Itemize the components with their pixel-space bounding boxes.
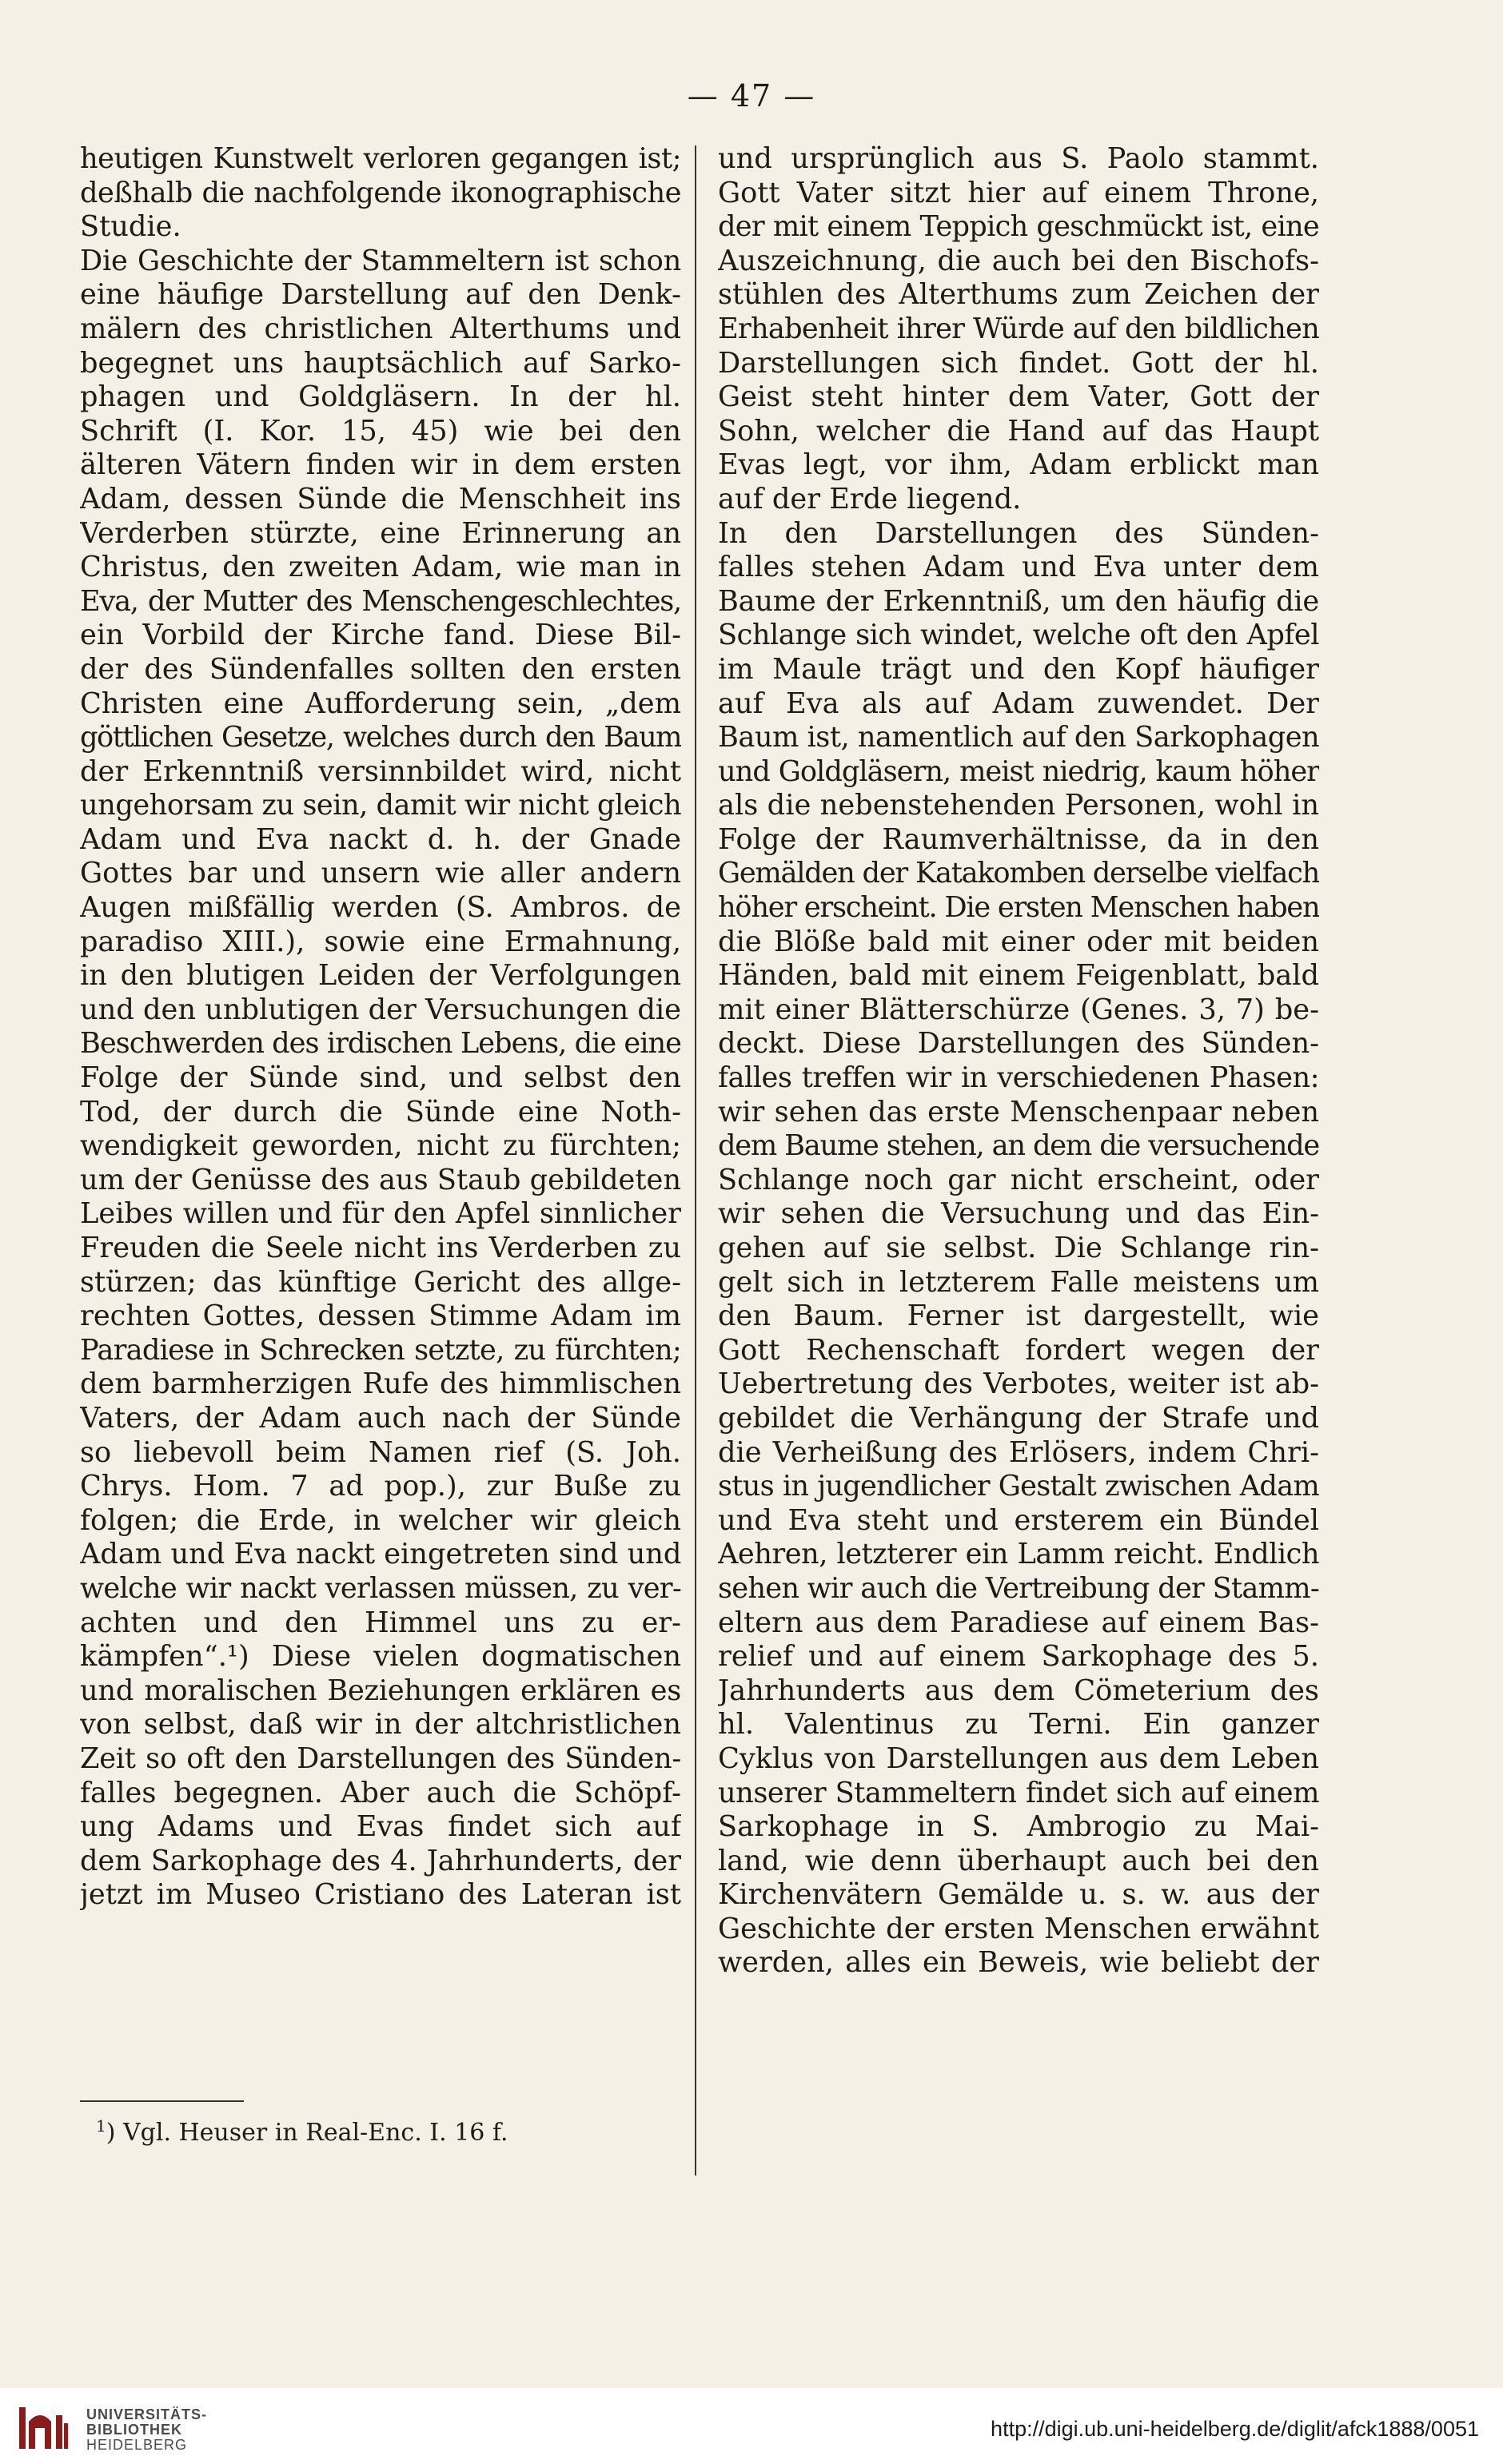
heidelberg-library-logo-icon <box>18 2406 69 2450</box>
text-line: Die Geschichte der Stammeltern ist schon <box>80 244 681 277</box>
text-line: dem Sarkophage des 4. Jahrhunderts, der <box>80 1844 681 1877</box>
text-line: ung Adams und Evas findet sich auf <box>80 1810 681 1844</box>
text-line: Jahrhunderts aus dem Cömeterium des <box>718 1674 1319 1707</box>
text-line: Geschichte der ersten Menschen erwähnt <box>718 1912 1319 1945</box>
text-line: mälern des christlichen Alterthums und <box>80 312 681 345</box>
text-line: von selbst, daß wir in der altchristlichen <box>80 1708 681 1742</box>
text-line: paradiso XIII.), sowie eine Ermahnung, <box>80 925 681 958</box>
text-line: welche wir nackt verlassen müssen, zu ver- <box>80 1571 681 1605</box>
text-line: stühlen des Alterthums zum Zeichen der <box>718 278 1319 312</box>
text-line: Folge der Raumverhältnisse, da in den <box>718 822 1319 856</box>
text-line: Erhabenheit ihrer Würde auf den bildlichen <box>718 312 1319 345</box>
text-line: um der Genüsse des aus Staub gebildeten <box>80 1163 681 1196</box>
text-line: Gott Vater sitzt hier auf einem Throne, <box>718 176 1319 209</box>
library-name-line-1: UNIVERSITÄTS- <box>86 2406 208 2422</box>
text-line: rechten Gottes, dessen Stimme Adam im <box>80 1300 681 1333</box>
text-line: unserer Stammeltern findet sich auf einem <box>718 1776 1319 1809</box>
text-line: hl. Valentinus zu Terni. Ein ganzer <box>718 1708 1319 1742</box>
text-line: Vaters, der Adam auch nach der Sünde <box>80 1401 681 1435</box>
text-line: Folge der Sünde sind, und selbst den <box>80 1061 681 1095</box>
left-text-column <box>80 142 681 1913</box>
text-line: Beschwerden des irdischen Lebens, die eine <box>80 1027 681 1061</box>
text-line: wir sehen die Versuchung und das Ein- <box>718 1197 1319 1231</box>
text-line: auf der Erde liegend. <box>718 482 1022 515</box>
text-line: der Erkenntniß versinnbildet wird, nicht <box>80 754 681 788</box>
text-line: Aehren, letzterer ein Lamm reicht. Endlich <box>718 1538 1319 1571</box>
right-text-column <box>718 142 1319 1980</box>
text-line: Schrift (I. Kor. 15, 45) wie bei den <box>80 414 681 448</box>
text-line: und Eva steht und ersterem ein Bündel <box>718 1503 1319 1537</box>
text-line: Auszeichnung, die auch bei den Bischofs- <box>718 244 1319 277</box>
text-line: werden, alles ein Beweis, wie beliebt der <box>718 1946 1319 1980</box>
text-line: ein Vorbild der Kirche fand. Diese Bil- <box>80 619 681 652</box>
footnote-marker: 1 <box>96 2116 106 2136</box>
text-line: Verderben stürzte, eine Erinnerung an <box>80 516 681 550</box>
text-line: Tod, der durch die Sünde eine Noth- <box>80 1095 681 1129</box>
text-line: Schlange sich windet, welche oft den Apfel <box>718 619 1319 652</box>
text-line: Zeit so oft den Darstellungen des Sünden- <box>80 1742 681 1775</box>
text-line: Sarkophage in S. Ambrogio zu Mai- <box>718 1810 1319 1844</box>
text-line: gebildet die Verhängung der Strafe und <box>718 1401 1319 1435</box>
text-line: gelt sich in letzterem Falle meistens um <box>718 1265 1319 1299</box>
text-line: Cyklus von Darstellungen aus dem Leben <box>718 1742 1319 1775</box>
text-line: der mit einem Teppich geschmückt ist, eine <box>718 210 1319 244</box>
text-line: ungehorsam zu sein, damit wir nicht gleich <box>80 789 681 822</box>
text-line: jetzt im Museo Cristiano des Lateran ist <box>80 1878 681 1912</box>
library-name <box>86 2407 207 2453</box>
text-line: und Goldgläsern, meist niedrig, kaum höher <box>718 754 1319 788</box>
text-line: den Baum. Ferner ist dargestellt, wie <box>718 1300 1319 1333</box>
footnote-rule <box>80 2100 244 2102</box>
text-line: die Verheißung des Erlösers, indem Chri- <box>718 1435 1319 1469</box>
footnote <box>96 2116 508 2147</box>
text-line: falles treffen wir in verschiedenen Phasen: <box>718 1061 1319 1095</box>
text-line: falles stehen Adam und Eva unter dem <box>718 551 1319 584</box>
text-line: Gottes bar und unsern wie aller andern <box>80 857 681 890</box>
library-name-line-2: BIBLIOTHEK <box>86 2422 182 2438</box>
column-divider <box>695 145 696 2175</box>
text-line: die Blöße bald mit einer oder mit beiden <box>718 925 1319 958</box>
text-line: Eva, der Mutter des Menschengeschlechtes, <box>80 584 681 618</box>
text-line: stürzen; das künftige Gericht des allge- <box>80 1265 681 1299</box>
text-line: Freuden die Seele nicht ins Verderben zu <box>80 1232 681 1264</box>
text-line: Leibes willen und für den Apfel sinnlicher <box>80 1197 681 1231</box>
text-line: im Maule trägt und den Kopf häufiger <box>718 652 1319 686</box>
text-line: und ursprünglich aus S. Paolo stammt. <box>718 142 1319 175</box>
text-line: In den Darstellungen des Sünden- <box>718 516 1319 550</box>
text-line: begegnet uns hauptsächlich auf Sarko- <box>80 346 681 380</box>
text-line: Adam und Eva nackt d. h. der Gnade <box>80 822 681 856</box>
text-line: Baume der Erkenntniß, um den häufig die <box>718 584 1319 618</box>
text-line: Sohn, welcher die Hand auf das Haupt <box>718 414 1319 448</box>
text-line: Adam, dessen Sünde die Menschheit ins <box>80 482 681 515</box>
text-line: relief und auf einem Sarkophage des 5. <box>718 1640 1319 1674</box>
text-line: deßhalb die nachfolgende ikonographische <box>80 176 681 209</box>
text-line: wir sehen das erste Menschenpaar neben <box>718 1095 1319 1129</box>
text-line: gehen auf sie selbst. Die Schlange rin- <box>718 1232 1319 1264</box>
text-line: Darstellungen sich findet. Gott der hl. <box>718 346 1319 380</box>
text-line: achten und den Himmel uns zu er- <box>80 1606 681 1639</box>
text-line: eltern aus dem Paradiese auf einem Bas- <box>718 1606 1319 1639</box>
text-line: Gott Rechenschaft fordert wegen der <box>718 1333 1319 1367</box>
text-line: Christus, den zweiten Adam, wie man in <box>80 551 681 584</box>
text-line: in den blutigen Leiden der Verfolgungen <box>80 959 681 993</box>
text-line: Händen, bald mit einem Feigenblatt, bald <box>718 959 1319 993</box>
text-line: deckt. Diese Darstellungen des Sünden- <box>718 1027 1319 1061</box>
text-line: Schlange noch gar nicht erscheint, oder <box>718 1163 1319 1196</box>
text-line: und moralischen Beziehungen erklären es <box>80 1674 681 1707</box>
text-line: eine häufige Darstellung auf den Denk- <box>80 278 681 312</box>
text-line: stus in jugendlicher Gestalt zwischen Adam <box>718 1470 1319 1503</box>
text-line: wendigkeit geworden, nicht zu fürchten; <box>80 1129 681 1163</box>
text-line: der des Sündenfalles sollten den ersten <box>80 652 681 686</box>
footnote-text: ) Vgl. Heuser in Real-Enc. I. 16 f. <box>106 2119 508 2147</box>
source-url-link[interactable]: http://digi.ub.uni-heidelberg.de/diglit/afck1888/0051 <box>991 2417 1479 2441</box>
text-line: mit einer Blätterschürze (Genes. 3, 7) be- <box>718 993 1319 1026</box>
text-line: dem barmherzigen Rufe des himmlischen <box>80 1367 681 1401</box>
text-line: land, wie denn überhaupt auch bei den <box>718 1844 1319 1877</box>
text-line: Baum ist, namentlich auf den Sarkophagen <box>718 721 1319 754</box>
page-number: — 47 — <box>687 78 816 113</box>
text-line: heutigen Kunstwelt verloren gegangen ist; <box>80 142 681 175</box>
text-line: Gemälden der Katakomben derselbe vielfach <box>718 857 1319 890</box>
text-line: sehen wir auch die Vertreibung der Stamm- <box>718 1571 1319 1605</box>
text-line: folgen; die Erde, in welcher wir gleich <box>80 1503 681 1537</box>
text-line: Augen mißfällig werden (S. Ambros. de <box>80 891 681 925</box>
text-line: Adam und Eva nackt eingetreten sind und <box>80 1538 681 1571</box>
text-line: göttlichen Gesetze, welches durch den Baum <box>80 721 681 754</box>
text-line: älteren Vätern finden wir in dem ersten <box>80 448 681 482</box>
text-line: auf Eva als auf Adam zuwendet. Der <box>718 687 1319 720</box>
text-line: Paradiese in Schrecken setzte, zu fürchten; <box>80 1333 681 1367</box>
text-line: Geist steht hinter dem Vater, Gott der <box>718 380 1319 414</box>
text-line: höher erscheint. Die ersten Menschen haben <box>718 891 1319 925</box>
text-line: als die nebenstehenden Personen, wohl in <box>718 789 1319 822</box>
text-line: kämpfen“.¹) Diese vielen dogmatischen <box>80 1640 681 1674</box>
text-line: Studie. <box>80 210 181 244</box>
text-line: Uebertretung des Verbotes, weiter ist ab- <box>718 1367 1319 1401</box>
text-line: dem Baume stehen, an dem die versuchende <box>718 1129 1319 1163</box>
text-line: Evas legt, vor ihm, Adam erblickt man <box>718 448 1319 482</box>
text-line: so liebevoll beim Namen rief (S. Joh. <box>80 1435 681 1469</box>
text-line: Christen eine Aufforderung sein, „dem <box>80 687 681 720</box>
text-line: falles begegnen. Aber auch die Schöpf- <box>80 1776 681 1809</box>
text-line: phagen und Goldgläsern. In der hl. <box>80 380 681 414</box>
text-line: Kirchenvätern Gemälde u. s. w. aus der <box>718 1878 1319 1912</box>
text-line: und den unblutigen der Versuchungen die <box>80 993 681 1026</box>
text-line: Chrys. Hom. 7 ad pop.), zur Buße zu <box>80 1470 681 1503</box>
library-name-line-3: HEIDELBERG <box>86 2437 188 2453</box>
